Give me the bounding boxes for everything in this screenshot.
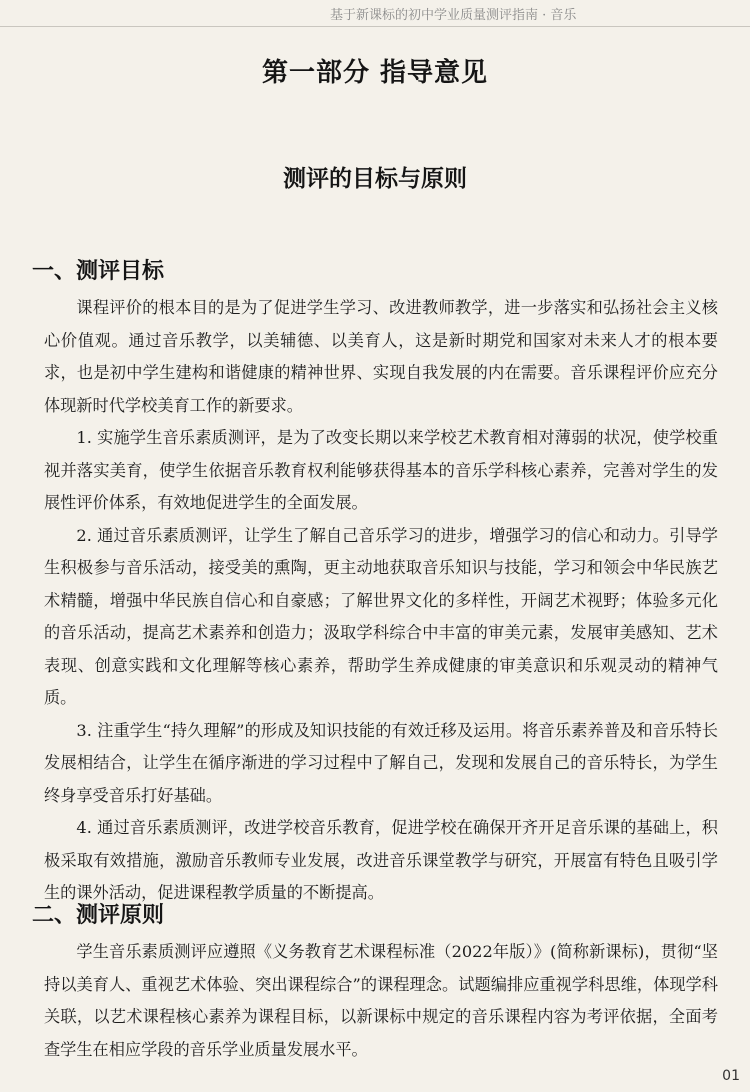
principles-body bbox=[44, 936, 718, 1066]
page-number: 01 bbox=[722, 1068, 740, 1084]
section-heading-principles: 二、测评原则 bbox=[32, 903, 165, 928]
section-heading-goals: 一、测评目标 bbox=[32, 259, 165, 284]
section-subtitle: 测评的目标与原则 bbox=[283, 166, 467, 192]
part-title: 第一部分 指导意见 bbox=[261, 58, 489, 88]
paragraph: 2. 通过音乐素质测评，让学生了解自己音乐学习的进步，增强学习的信心和动力。引导学生积极参与音乐活动，接受美的熏陶，更主动地获取音乐知识与技能，学习和领会中华民族艺术精髓，增强中华民族自信心和自豪感；了解世界文化的多样性，开阔艺术视野；体验多元化的音乐活动，提高艺术素养和创造力；汲取学科综合中丰富的审美元素，发展审美感知、艺术表现、创意实践和文化理解等核心素养，帮助学生养成健康的审美意识和乐观灵动的精神气质。 bbox=[44, 525, 718, 707]
goals-body bbox=[44, 292, 718, 910]
paragraph: 4. 通过音乐素质测评，改进学校音乐教育，促进学校在确保开齐开足音乐课的基础上，积极采取有效措施，激励音乐教师专业发展，改进音乐课堂教学与研究，开展富有特色且吸引学生的课外活动，促进课程教学质量的不断提高。 bbox=[44, 818, 718, 902]
paragraph: 学生音乐素质测评应遵照《义务教育艺术课程标准（2022年版）》(简称新课标)，贯彻“坚持以美育人、重视艺术体验、突出课程综合”的课程理念。试题编排应重视学科思维，体现学科关联，以艺术课程核心素养为课程目标，以新课标中规定的音乐课程内容为考评依据，全面考查学生在相应学段的音乐学业质量发展水平。 bbox=[44, 942, 718, 1059]
running-header: 基于新课标的初中学业质量测评指南 · 音乐 bbox=[330, 8, 577, 23]
paragraph: 课程评价的根本目的是为了促进学生学习、改进教师教学，进一步落实和弘扬社会主义核心价值观。通过音乐教学，以美辅德、以美育人，这是新时期党和国家对未来人才的根本要求，也是初中学生建构和谐健康的精神世界、实现自我发展的内在需要。音乐课程评价应充分体现新时代学校美育工作的新要求。 bbox=[44, 298, 718, 415]
paragraph: 1. 实施学生音乐素质测评，是为了改变长期以来学校艺术教育相对薄弱的状况，使学校重视并落实美育，使学生依据音乐教育权利能够获得基本的音乐学科核心素养，完善对学生的发展性评价体系，有效地促进学生的全面发展。 bbox=[44, 428, 718, 512]
paragraph: 3. 注重学生“持久理解”的形成及知识技能的有效迁移及运用。将音乐素养普及和音乐特长发展相结合，让学生在循序渐进的学习过程中了解自己，发现和发展自己的音乐特长，为学生终身享受音乐打好基础。 bbox=[44, 720, 718, 805]
header-rule bbox=[0, 26, 750, 27]
